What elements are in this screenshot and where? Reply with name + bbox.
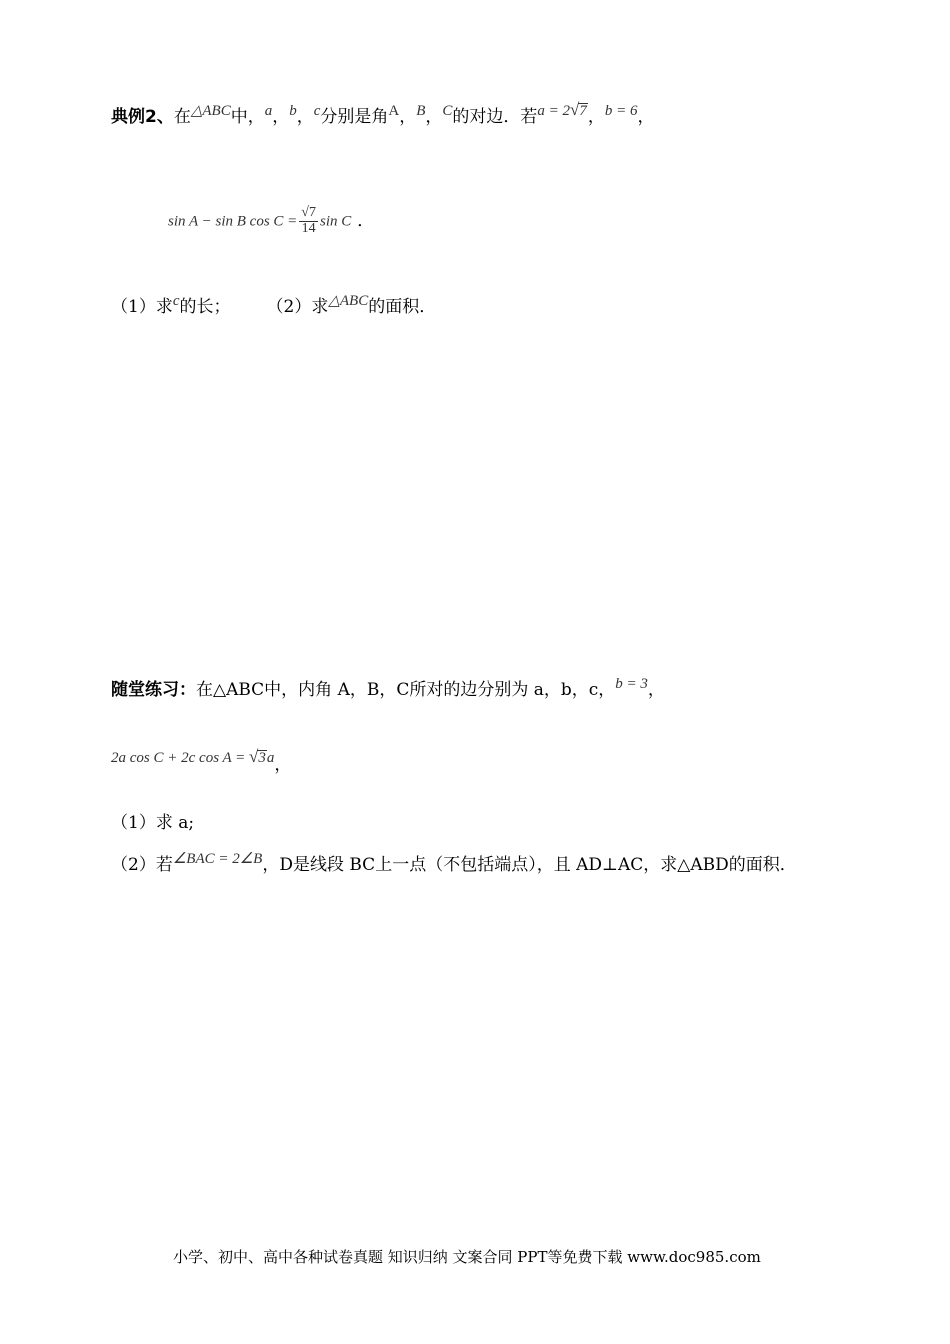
practice-line1: 在△ABC中，内角 A，B，C所对的边分别为 a，b，c， [196, 680, 616, 700]
q2-prefix: （2）求 [266, 297, 329, 317]
q2-triangle: △ABC [328, 293, 369, 309]
q2-suffix: 的面积． [368, 297, 437, 317]
q1-prefix: （1）求 [111, 297, 173, 317]
practice-statement: 随堂练习：在△ABC中，内角 A，B，C所对的边分别为 a，b，c，b = 3， [111, 676, 665, 700]
condition-a: a = 2√7 [537, 100, 587, 119]
practice-q2: （2）若∠BAC = 2∠B，D是线段 BC上一点（不包括端点），且 AD⊥AC，求△ABD的面积． [111, 851, 797, 875]
practice-q1: （1）求 a; [111, 813, 195, 833]
condition-b: b = 6 [604, 103, 638, 119]
text-fenbie: 分别是角 [320, 107, 389, 127]
angle-c: C [442, 103, 453, 119]
equation-fraction: $\frac{√7}{14}$ [301, 205, 316, 236]
text-in: 在 [173, 107, 191, 127]
angle-b: B [416, 103, 426, 119]
practice-eq-lhs: 2a cos C + 2c cos A = [111, 750, 250, 766]
practice-label: 随堂练习： [111, 680, 196, 700]
example-2-statement: 典例2、在△ABC中，a，b，c分别是角A，B，C的对边．若a = 2√7，b = 6， [111, 100, 655, 127]
equation-lhs: sin A − sin B cos C = [168, 213, 298, 230]
triangle-abc: △ABC [190, 103, 231, 119]
text-zhong: 中， [230, 107, 265, 127]
example-equation: sin A − sin B cos C = $\frac{√7}{14}$ sin C ． [168, 205, 375, 236]
practice-q2-angle: ∠BAC = 2∠B [172, 851, 263, 867]
var-b: b [289, 103, 297, 119]
text-duibian: 的对边．若 [452, 107, 538, 127]
var-c: c [313, 103, 321, 119]
equation-rhs: sin C [319, 213, 352, 230]
example-label: 典例2、 [111, 107, 174, 127]
footer-text: 小学、初中、高中各种试卷真题 知识归纳 文案合同 PPT等免费下载 www.doc985.com [173, 1248, 761, 1266]
q1-suffix: 的长； [179, 297, 231, 317]
var-a: a [264, 103, 273, 119]
practice-condition-b: b = 3 [615, 676, 648, 692]
q1-var: c [172, 293, 180, 309]
practice-equation: 2a cos C + 2c cos A = √3a， [111, 747, 292, 775]
example-questions [111, 293, 437, 317]
angle-a: A [388, 103, 400, 119]
